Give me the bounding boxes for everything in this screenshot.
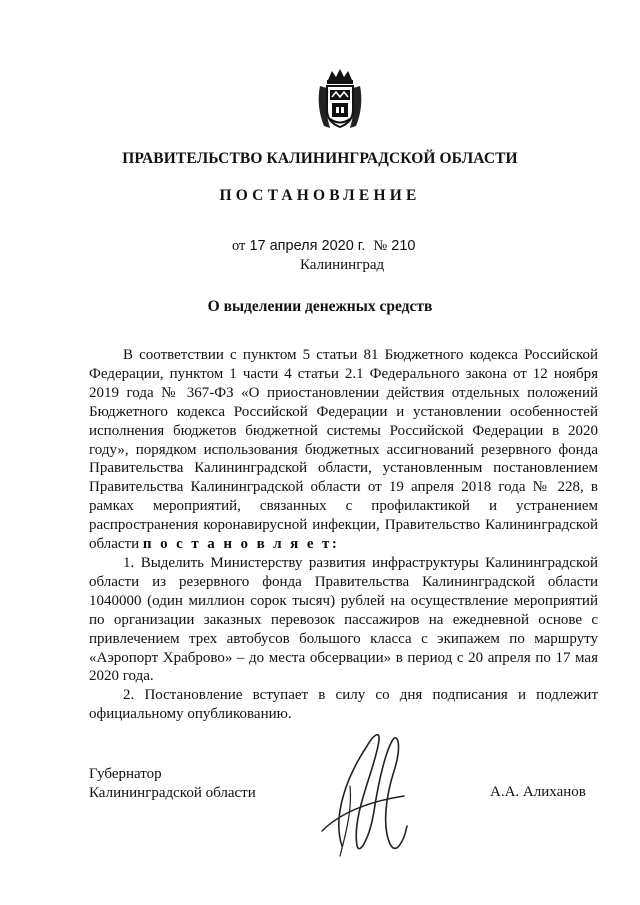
item-2: 2. Постановление вступает в силу со дня подписания и подлежит официальному опубликованию. xyxy=(89,687,598,723)
document-type: ПОСТАНОВЛЕНИЕ xyxy=(219,187,421,204)
handwritten-signature xyxy=(312,716,412,866)
government-title: ПРАВИТЕЛЬСТВО КАЛИНИНГРАДСКОЙ ОБЛАСТИ xyxy=(122,150,518,167)
number-label: № xyxy=(373,238,388,254)
signatory-name: А.А. Алиханов xyxy=(490,784,586,800)
document-body xyxy=(89,346,598,724)
document-number: 210 xyxy=(391,238,416,254)
document-subject: О выделении денежных средств xyxy=(207,298,433,315)
date-line xyxy=(232,238,415,255)
preamble-paragraph xyxy=(89,346,598,554)
preamble-text: В соответствии с пунктом 5 статьи 81 Бюджетного кодекса Российской Федерации, пунктом 1 части 4 статьи 2.1 Федерального закона от 12 ноября 2019 года № 367-ФЗ «О приостановлении действия отдельных положений Бюджетного кодекса Российской Федерации и установлении особенностей исполнения бюджетов бюджетной системы Российской Федерации в 2020 году», порядком использования бюджетных ассигнований резервного фонда Правительства Калининградской области, установленным постановлением Правительства Калининградской области от 19 апреля 2018 года № 228, в рамках мероприятий, связанных с профилактикой и устранением распространения коронавирусной инфекции, Правительство Калининградской области xyxy=(89,347,598,553)
coat-of-arms-emblem xyxy=(314,66,366,132)
decree-word: п о с т а н о в л я е т: xyxy=(142,536,340,553)
item-1: 1. Выделить Министерству развития инфраструктуры Калининградской области из резервного фонда Правительства Калининградской области 1040000 (один миллион сорок тысяч) рублей на осуществление мероприятий по организации заказных перевозок пассажиров на ежедневной основе с привлечением трех автобусов большого класса с экипажем по маршруту «Аэропорт Храброво» – до места обсервации» в период с 20 апреля по 17 мая 2020 года. xyxy=(89,554,598,685)
signatory-position-line1: Губернатор xyxy=(89,766,162,782)
signatory-position-line2: Калининградской области xyxy=(89,785,256,801)
signatory-position xyxy=(89,765,256,803)
city: Калининград xyxy=(300,257,385,273)
date-prefix: от xyxy=(232,238,246,254)
document-date: 17 апреля 2020 г. xyxy=(249,238,366,254)
